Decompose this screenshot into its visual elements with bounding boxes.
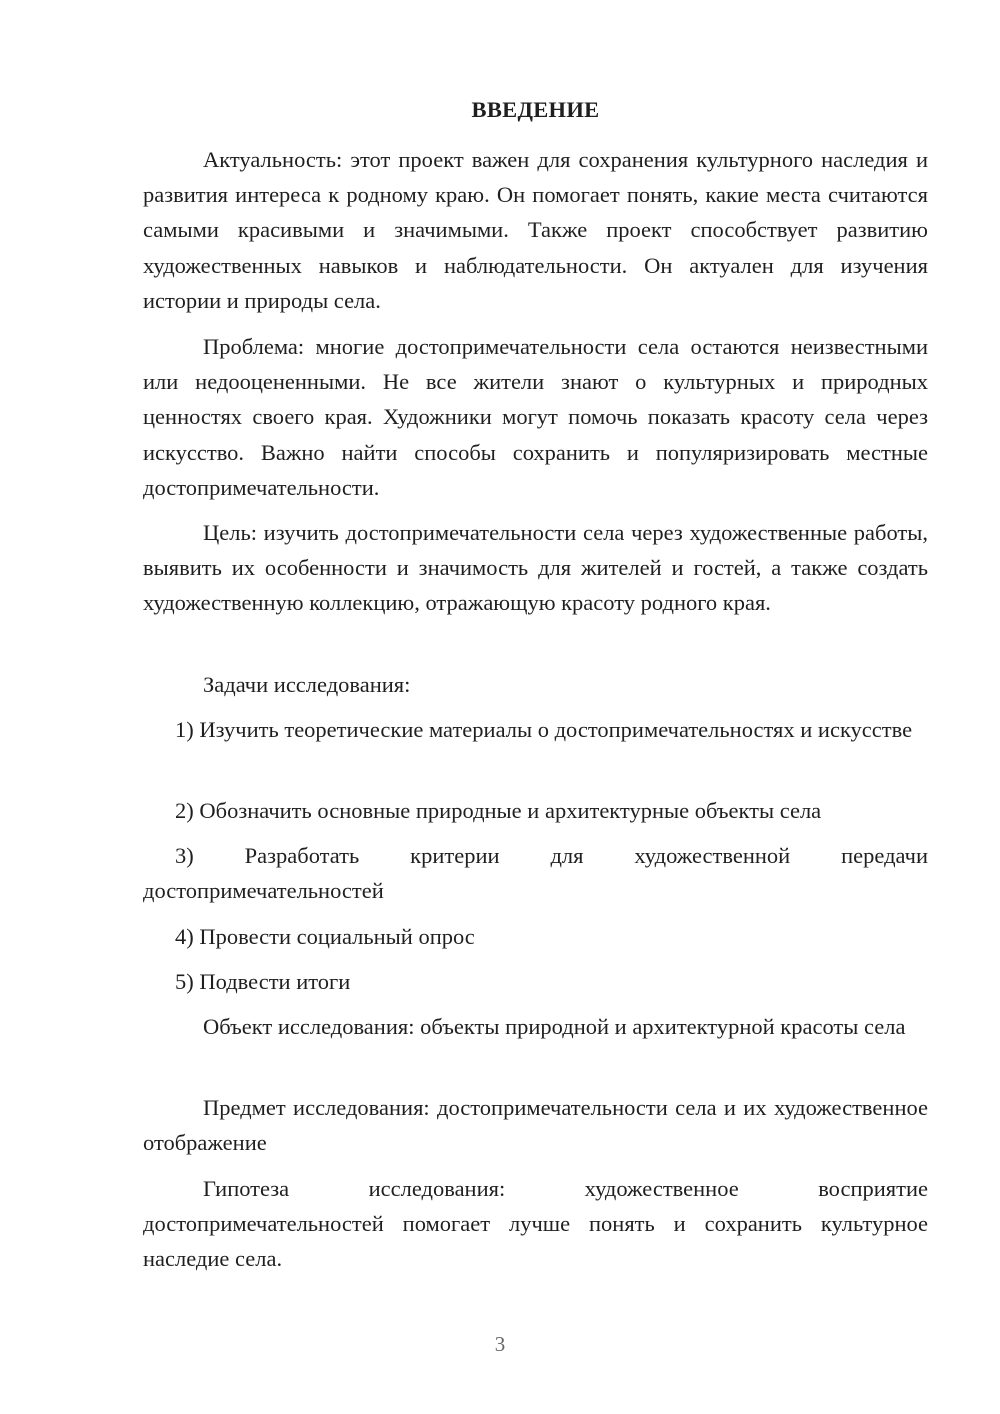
- task-item-2: 2) Обозначить основные природные и архитектурные объекты села: [175, 798, 822, 823]
- page-title: ВВЕДЕНИЕ: [471, 97, 600, 122]
- paragraph-subject: Предмет исследования: достопримечательности села и их художественное отображение: [143, 1095, 928, 1156]
- paragraph-object: Объект исследования: объекты природной и архитектурной красоты села: [203, 1014, 906, 1039]
- paragraph-hypothesis: Гипотеза исследования: художественное восприятие достопримечательностей помогает лучше понять и сохранить культурное наследие села.: [143, 1176, 928, 1272]
- task-item-1: 1) Изучить теоретические материалы о достопримечательностях и искусстве: [175, 717, 913, 742]
- task-item-3: 3) Разработать критерии для художественной передачи достопримечательностей: [143, 843, 928, 904]
- page-number: 3: [494, 1332, 506, 1356]
- paragraph-goal: Цель: изучить достопримечательности села через художественные работы, выявить их особенности и значимость для жителей и гостей, а также создать художественную коллекцию, отражающую красоту родного края.: [143, 520, 928, 616]
- task-item-5: 5) Подвести итоги: [175, 969, 351, 994]
- paragraph-problem: Проблема: многие достопримечательности села остаются неизвестными или недооцененными. Не все жители знают о культурных и природных ценностях своего края. Художники могут помочь показать красоту села через искусство. Важно найти способы сохранить и популяризировать местные достопримечательности.: [143, 334, 928, 500]
- task-item-4: 4) Провести социальный опрос: [175, 924, 475, 949]
- tasks-heading: Задачи исследования:: [203, 672, 411, 697]
- paragraph-relevance: Актуальность: этот проект важен для сохранения культурного наследия и развития интереса к родному краю. Он помогает понять, какие места считаются самыми красивыми и значимыми. Также проект способствует развитию художественных навыков и наблюдательности. Он актуален для изучения истории и природы села.: [143, 147, 928, 313]
